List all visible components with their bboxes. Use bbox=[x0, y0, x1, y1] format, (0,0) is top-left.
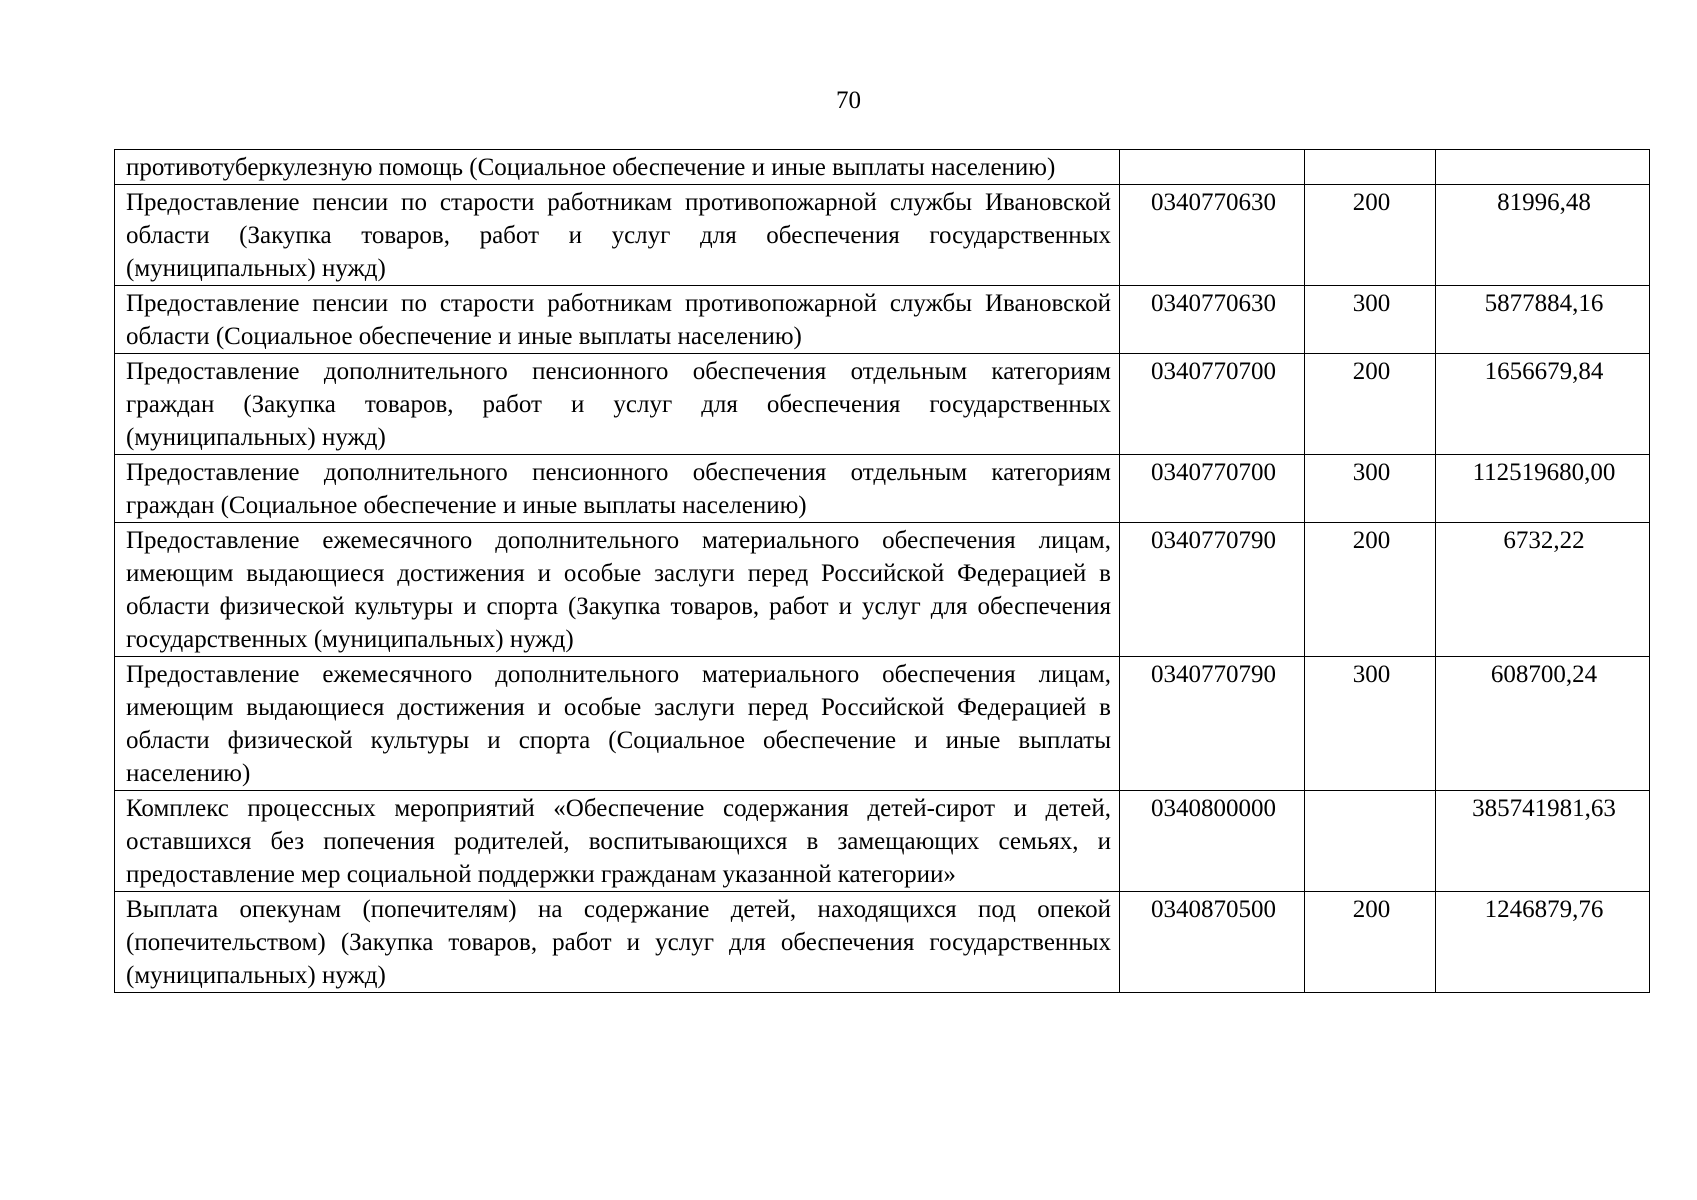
row-csr-cell: 0340870500 bbox=[1120, 892, 1305, 993]
table-row bbox=[115, 286, 1650, 354]
row-name-cell: Комплекс процессных мероприятий «Обеспечение содержания детей-сирот и детей, оставшихся без попечения родителей, воспитывающихся в замещающих семьях, и предоставление мер социальной поддержки гражданам указанной категории» bbox=[115, 791, 1120, 892]
row-sum-cell: 5877884,16 bbox=[1436, 286, 1650, 354]
row-vr-cell: 200 bbox=[1305, 354, 1436, 455]
row-name-cell: Предоставление дополнительного пенсионного обеспечения отдельным категориям граждан (Закупка товаров, работ и услуг для обеспечения государственных (муниципальных) нужд) bbox=[115, 354, 1120, 455]
row-vr-cell: 300 bbox=[1305, 455, 1436, 523]
row-vr-cell: 200 bbox=[1305, 892, 1436, 993]
row-sum-cell: 81996,48 bbox=[1436, 185, 1650, 286]
row-sum-cell: 6732,22 bbox=[1436, 523, 1650, 657]
row-csr-cell: 0340770790 bbox=[1120, 657, 1305, 791]
row-sum-cell: 1656679,84 bbox=[1436, 354, 1650, 455]
table-row bbox=[115, 791, 1650, 892]
row-vr-cell: 300 bbox=[1305, 286, 1436, 354]
page-number: 70 bbox=[836, 87, 861, 114]
table-row bbox=[115, 354, 1650, 455]
row-name-cell: Предоставление ежемесячного дополнительного материального обеспечения лицам, имеющим выдающиеся достижения и особые заслуги перед Российской Федерацией в области физической культуры и спорта (Социальное обеспечение и иные выплаты населению) bbox=[115, 657, 1120, 791]
row-vr-cell bbox=[1305, 791, 1436, 892]
row-sum-cell: 1246879,76 bbox=[1436, 892, 1650, 993]
row-sum-cell: 112519680,00 bbox=[1436, 455, 1650, 523]
table-row bbox=[115, 185, 1650, 286]
row-csr-cell: 0340770630 bbox=[1120, 185, 1305, 286]
row-name-cell: противотуберкулезную помощь (Социальное обеспечение и иные выплаты населению) bbox=[115, 150, 1120, 185]
row-csr-cell: 0340770630 bbox=[1120, 286, 1305, 354]
row-csr-cell: 0340800000 bbox=[1120, 791, 1305, 892]
row-name-cell: Предоставление пенсии по старости работникам противопожарной службы Ивановской области (Социальное обеспечение и иные выплаты населению) bbox=[115, 286, 1120, 354]
row-name-cell: Предоставление дополнительного пенсионного обеспечения отдельным категориям граждан (Социальное обеспечение и иные выплаты населению) bbox=[115, 455, 1120, 523]
table-row bbox=[115, 657, 1650, 791]
table-row bbox=[115, 150, 1650, 185]
row-vr-cell: 200 bbox=[1305, 523, 1436, 657]
row-sum-cell bbox=[1436, 150, 1650, 185]
table-row bbox=[115, 892, 1650, 993]
row-csr-cell bbox=[1120, 150, 1305, 185]
row-sum-cell: 608700,24 bbox=[1436, 657, 1650, 791]
row-name-cell: Выплата опекунам (попечителям) на содержание детей, находящихся под опекой (попечительством) (Закупка товаров, работ и услуг для обеспечения государственных (муниципальных) нужд) bbox=[115, 892, 1120, 993]
table-row bbox=[115, 455, 1650, 523]
row-csr-cell: 0340770790 bbox=[1120, 523, 1305, 657]
row-csr-cell: 0340770700 bbox=[1120, 455, 1305, 523]
row-vr-cell: 200 bbox=[1305, 185, 1436, 286]
row-name-cell: Предоставление ежемесячного дополнительного материального обеспечения лицам, имеющим выдающиеся достижения и особые заслуги перед Российской Федерацией в области физической культуры и спорта (Закупка товаров, работ и услуг для обеспечения государственных (муниципальных) нужд) bbox=[115, 523, 1120, 657]
table-row bbox=[115, 523, 1650, 657]
row-vr-cell bbox=[1305, 150, 1436, 185]
row-vr-cell: 300 bbox=[1305, 657, 1436, 791]
row-sum-cell: 385741981,63 bbox=[1436, 791, 1650, 892]
row-name-cell: Предоставление пенсии по старости работникам противопожарной службы Ивановской области (Закупка товаров, работ и услуг для обеспечения государственных (муниципальных) нужд) bbox=[115, 185, 1120, 286]
row-csr-cell: 0340770700 bbox=[1120, 354, 1305, 455]
budget-table bbox=[114, 149, 1650, 993]
